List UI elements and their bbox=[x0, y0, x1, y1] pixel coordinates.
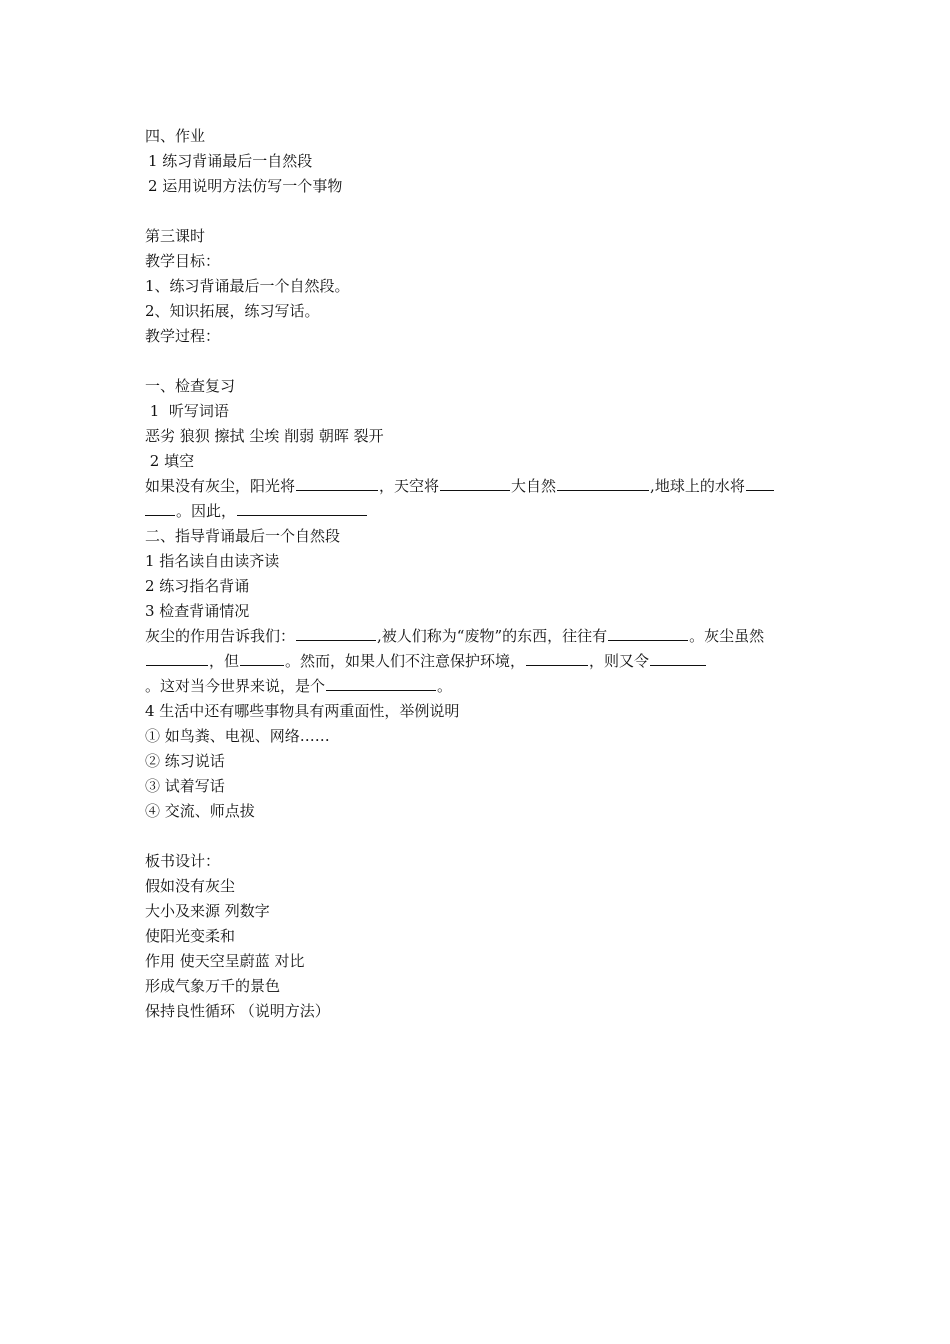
board-line: 使阳光变柔和 bbox=[145, 927, 236, 945]
dictation-words: 恶劣 狼狈 擦拭 尘埃 削弱 朝晖 裂开 bbox=[145, 427, 384, 445]
goal-item: 1、练习背诵最后一个自然段。 bbox=[145, 277, 350, 295]
review-sub-fill: 2 填空 bbox=[145, 452, 195, 470]
fill-blank[interactable] bbox=[240, 650, 284, 666]
fill-blank[interactable] bbox=[557, 475, 649, 491]
spacer bbox=[145, 199, 815, 224]
fill-text: 如果没有灰尘，阳光将 bbox=[145, 477, 296, 495]
guide-step: 1 指名读自由读齐读 bbox=[145, 552, 280, 570]
fill-text: 。然而，如果人们不注意保护环境， bbox=[285, 652, 526, 670]
fill-text: ,被人们称为“废物”的东西，往往有 bbox=[377, 627, 608, 645]
board-line: 保持良性循环 （说明方法） bbox=[145, 1002, 330, 1020]
fill-text: 。 bbox=[437, 677, 453, 695]
guide-step: 2 练习指名背诵 bbox=[145, 577, 250, 595]
fill-blank[interactable] bbox=[296, 625, 376, 641]
spacer bbox=[145, 824, 815, 849]
guide-sub-item: ① 如鸟粪、电视、网络…… bbox=[145, 727, 330, 745]
board-line: 大小及来源 列数字 bbox=[145, 902, 270, 920]
fill-text: 灰尘的作用告诉我们： bbox=[145, 627, 296, 645]
fill-text: ，但 bbox=[209, 652, 240, 670]
fill-paragraph-2-l3 bbox=[145, 674, 815, 699]
guide-step: 4 生活中还有哪些事物具有两重面性，举例说明 bbox=[145, 702, 460, 720]
board-line: 形成气象万千的景色 bbox=[145, 977, 281, 995]
process-heading: 教学过程： bbox=[145, 327, 221, 345]
fill-blank[interactable] bbox=[746, 475, 774, 491]
fill-paragraph-1-cont bbox=[145, 499, 815, 524]
fill-blank[interactable] bbox=[145, 500, 175, 516]
guide-sub-item: ④ 交流、师点拔 bbox=[145, 802, 255, 820]
fill-paragraph-2-l1 bbox=[145, 624, 815, 649]
fill-blank[interactable] bbox=[608, 625, 688, 641]
fill-text: 。因此， bbox=[176, 502, 237, 520]
fill-blank[interactable] bbox=[650, 650, 706, 666]
board-line: 作用 使天空呈蔚蓝 对比 bbox=[145, 952, 305, 970]
fill-paragraph-2-l2 bbox=[145, 649, 815, 674]
homework-item: 1 练习背诵最后一自然段 bbox=[148, 152, 313, 170]
goal-item: 2、知识拓展，练习写话。 bbox=[145, 302, 320, 320]
guide-sub-item: ③ 试着写话 bbox=[145, 777, 225, 795]
fill-blank[interactable] bbox=[146, 650, 208, 666]
fill-blank[interactable] bbox=[440, 475, 510, 491]
fill-text: 。灰尘虽然 bbox=[689, 627, 765, 645]
guide-step: 3 检查背诵情况 bbox=[145, 602, 250, 620]
fill-text: 大自然 bbox=[511, 477, 557, 495]
review-heading: 一、检查复习 bbox=[145, 377, 236, 395]
guide-heading: 二、指导背诵最后一个自然段 bbox=[145, 527, 341, 545]
homework-item: 2 运用说明方法仿写一个事物 bbox=[148, 177, 343, 195]
review-sub-dictation: 1 听写词语 bbox=[145, 402, 229, 420]
fill-blank[interactable] bbox=[296, 475, 378, 491]
fill-blank[interactable] bbox=[237, 500, 367, 516]
fill-text: ，天空将 bbox=[379, 477, 440, 495]
goals-heading: 教学目标： bbox=[145, 252, 221, 270]
spacer bbox=[145, 349, 815, 374]
homework-heading: 四、作业 bbox=[145, 127, 206, 145]
board-heading: 板书设计： bbox=[145, 852, 221, 870]
guide-sub-item: ② 练习说话 bbox=[145, 752, 225, 770]
fill-text: ，则又令 bbox=[589, 652, 650, 670]
lesson-title: 第三课时 bbox=[145, 227, 206, 245]
board-line: 假如没有灰尘 bbox=[145, 877, 236, 895]
fill-paragraph-1 bbox=[145, 474, 815, 499]
fill-blank[interactable] bbox=[526, 650, 588, 666]
fill-text: ,地球上的水将 bbox=[650, 477, 745, 495]
fill-blank[interactable] bbox=[326, 675, 436, 691]
document-page bbox=[145, 124, 815, 1024]
fill-text: 。这对当今世界来说，是个 bbox=[145, 677, 326, 695]
